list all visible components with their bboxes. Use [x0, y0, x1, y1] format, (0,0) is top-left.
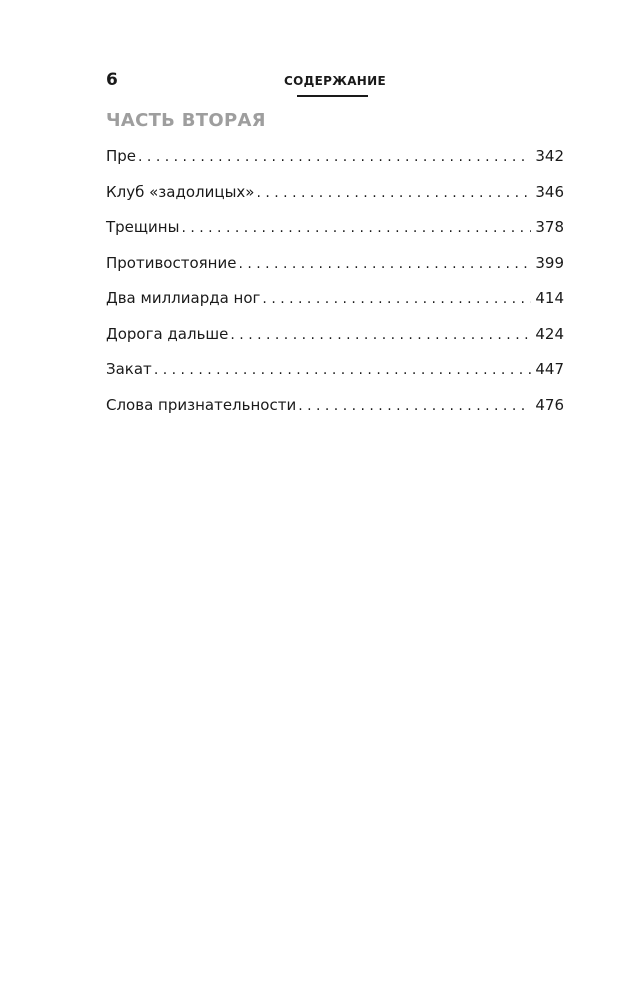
toc-entry[interactable] — [106, 180, 564, 216]
toc-entry-page: 346 — [535, 182, 564, 201]
toc-entry-page: 378 — [535, 218, 564, 236]
dot-leader — [138, 145, 531, 169]
toc-entry-title: Клуб «задолицых» — [106, 182, 255, 201]
dot-leader — [262, 287, 531, 311]
toc-entry-page: 447 — [535, 360, 564, 378]
dot-leader — [181, 216, 531, 240]
toc-entry-title: Закат — [106, 360, 152, 378]
dot-leader — [256, 181, 531, 205]
toc-entry[interactable] — [106, 215, 564, 251]
toc-entry[interactable] — [106, 322, 564, 358]
table-of-contents — [106, 144, 564, 428]
running-head: СОДЕРЖАНИЕ — [284, 74, 386, 88]
dot-leader — [298, 394, 531, 418]
running-head-underline — [297, 95, 368, 97]
toc-entry-page: 424 — [535, 324, 564, 343]
toc-entry-title: Противостояние — [106, 253, 237, 272]
toc-entry[interactable] — [106, 286, 564, 322]
toc-entry[interactable] — [106, 251, 564, 287]
toc-entry[interactable] — [106, 144, 564, 180]
toc-entry[interactable] — [106, 393, 564, 429]
toc-entry-page: 342 — [535, 147, 564, 165]
toc-entry-title: Дорога дальше — [106, 324, 229, 343]
part-title: ЧАСТЬ ВТОРАЯ — [106, 110, 266, 131]
dot-leader — [230, 323, 531, 347]
toc-entry-title: Два миллиарда ног — [106, 289, 261, 307]
dot-leader — [154, 358, 532, 382]
toc-entry-page: 399 — [535, 253, 564, 272]
toc-entry-title: Слова признательности — [106, 395, 297, 414]
toc-entry[interactable] — [106, 357, 564, 393]
page-number: 6 — [106, 70, 118, 90]
toc-entry-page: 476 — [535, 395, 564, 414]
toc-entry-title: Трещины — [106, 218, 180, 236]
dot-leader — [238, 252, 531, 276]
toc-entry-page: 414 — [535, 289, 564, 307]
toc-entry-title: Пре — [106, 147, 137, 165]
